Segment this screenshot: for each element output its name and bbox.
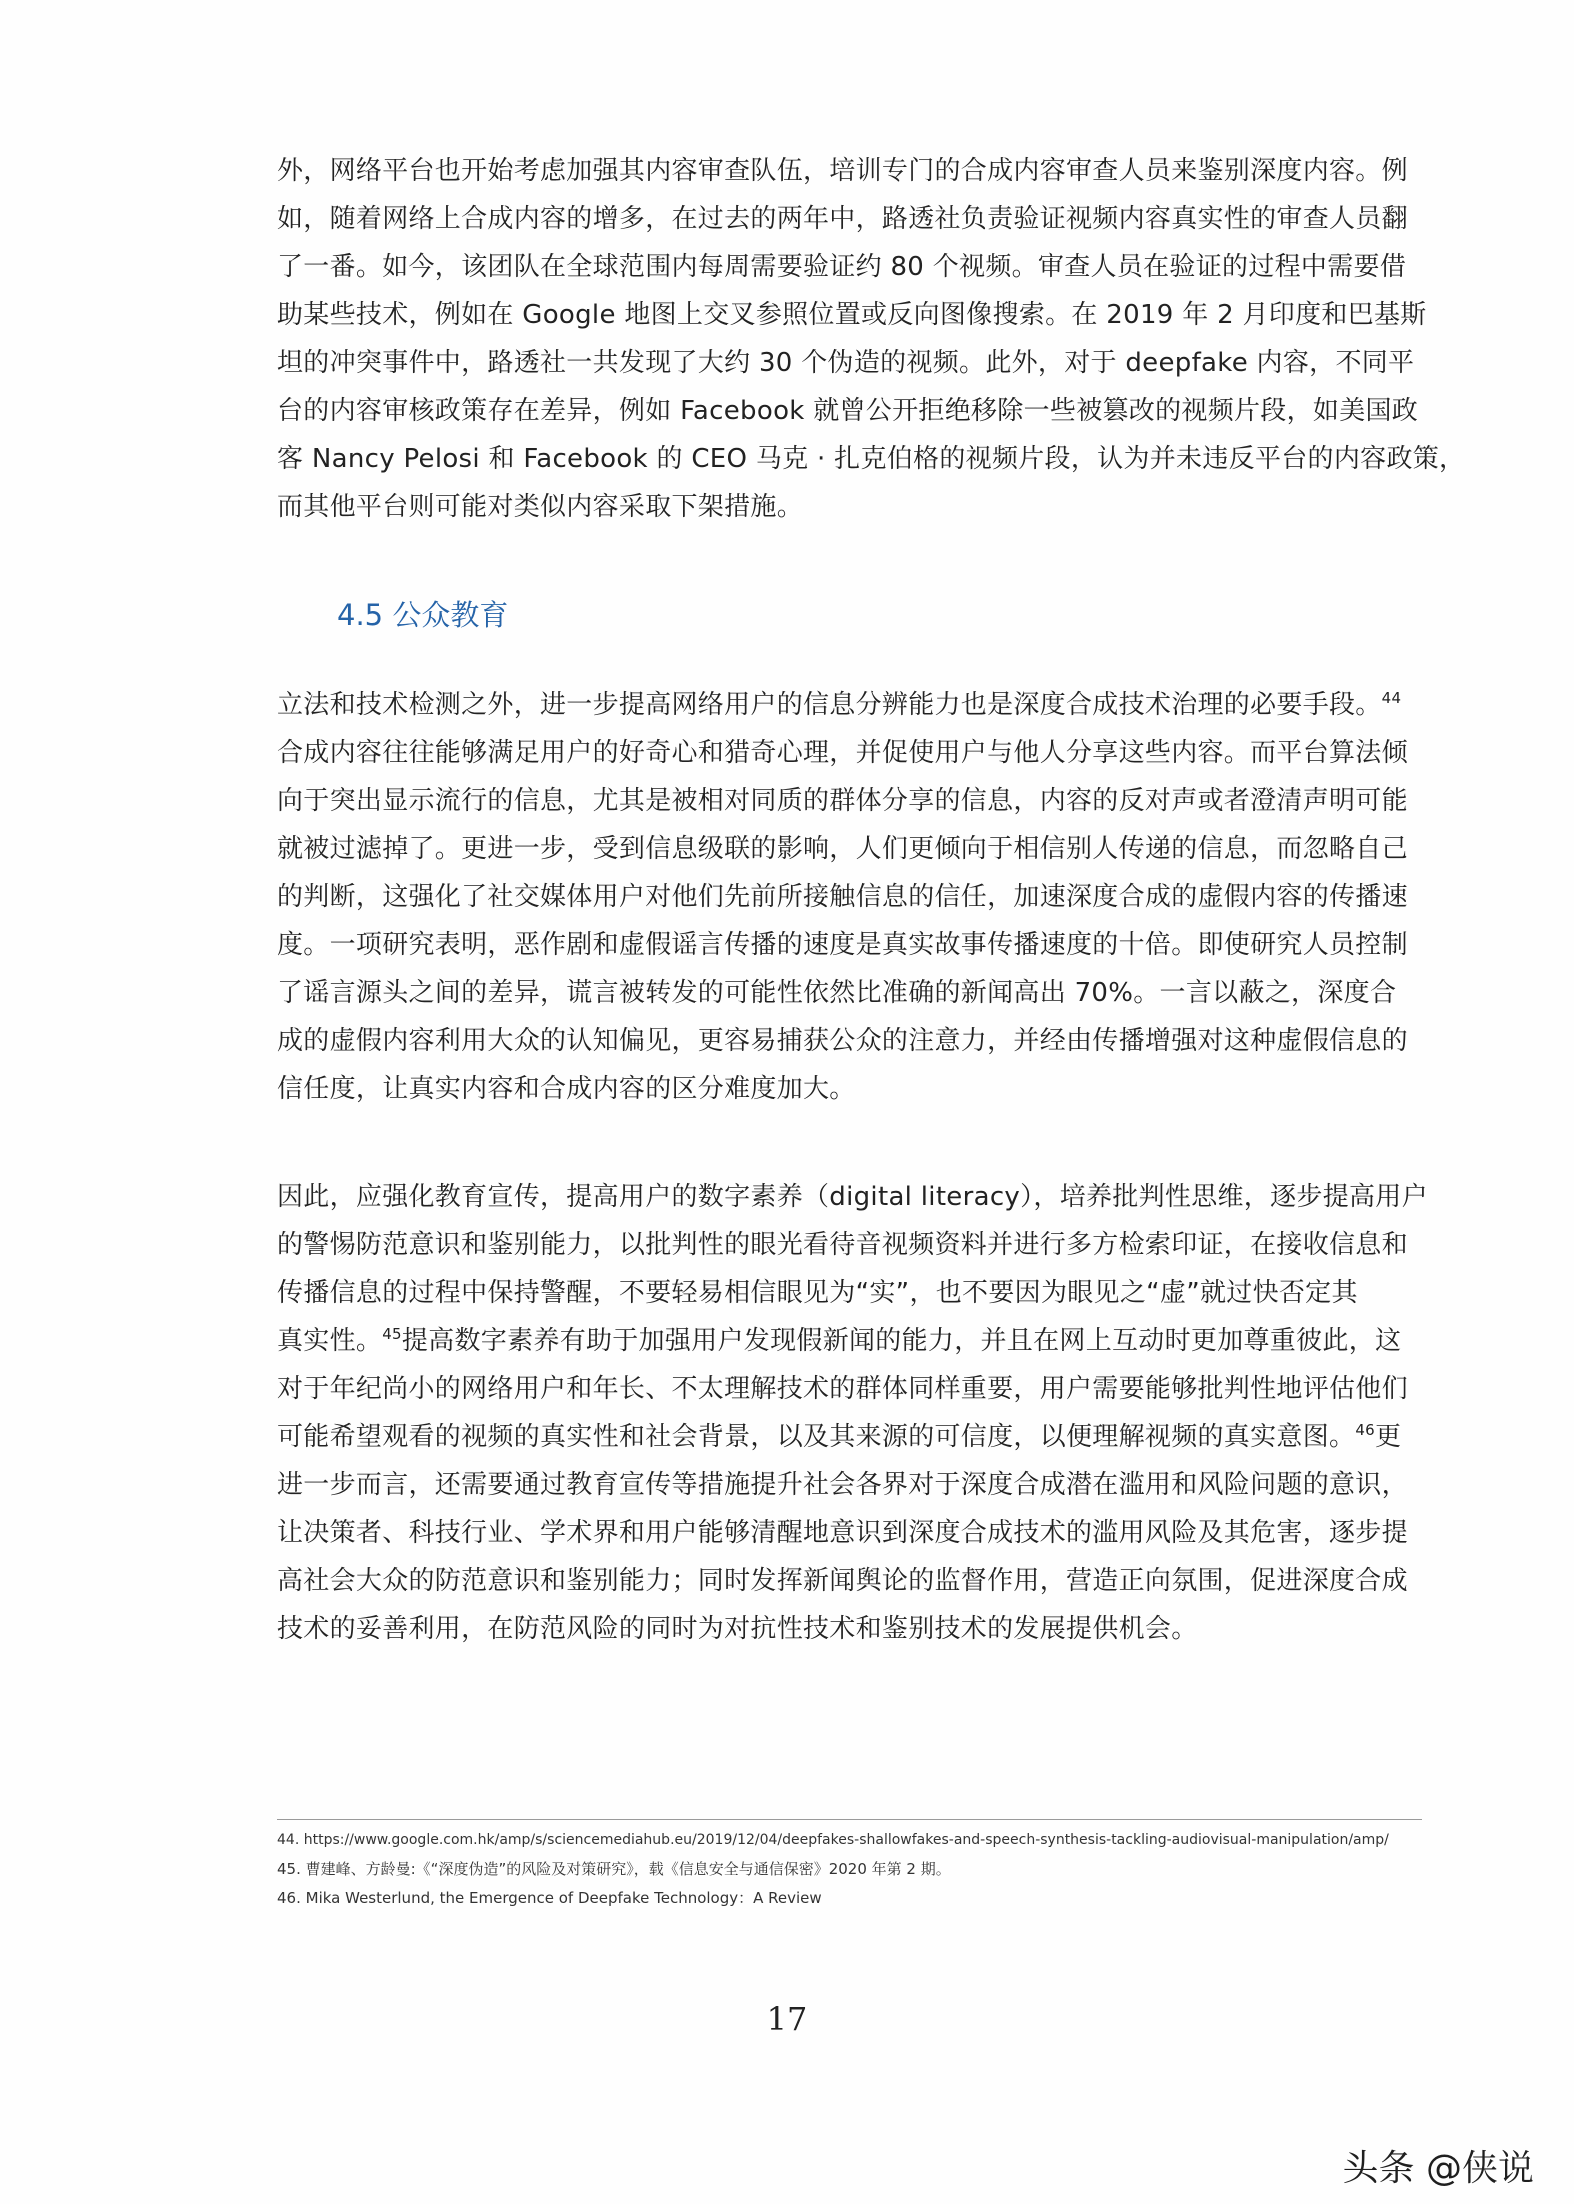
body-text-line: 客 Nancy Pelosi 和 Facebook 的 CEO 马克 · 扎克伯格的视频片段，认为并未违反平台的内容政策， (277, 444, 1466, 474)
body-text-line: 而其他平台则可能对类似内容采取下架措施。 (277, 492, 804, 522)
body-text-line: 如，随着网络上合成内容的增多，在过去的两年中，路透社负责验证视频内容真实性的审查人员翻 (277, 204, 1408, 234)
body-text-line: 传播信息的过程中保持警醒，不要轻易相信眼见为“实”，也不要因为眼见之“虚”就过快否定其 (277, 1278, 1358, 1308)
body-text-line: 台的内容审核政策存在差异，例如 Facebook 就曾公开拒绝移除一些被篡改的视频片段，如美国政 (277, 396, 1419, 426)
footnote-reference[interactable]: 45 (382, 1325, 402, 1343)
body-text: 可能希望观看的视频的真实性和社会背景，以及其来源的可信度，以便理解视频的真实意图。 (277, 1422, 1356, 1452)
body-text-line: 的警惕防范意识和鉴别能力，以批判性的眼光看待音视频资料并进行多方检索印证，在接收信息和 (277, 1230, 1408, 1260)
body-text: 提高数字素养有助于加强用户发现假新闻的能力，并且在网上互动时更加尊重彼此，这 (401, 1326, 1402, 1356)
body-text-line: 度。一项研究表明，恶作剧和虚假谣言传播的速度是真实故事传播速度的十倍。即使研究人员控制 (277, 930, 1408, 960)
footnote-reference[interactable]: 44 (1381, 689, 1402, 707)
body-text-line: 对于年纪尚小的网络用户和年长、不太理解技术的群体同样重要，用户需要能够批判性地评估他们 (277, 1374, 1408, 1404)
body-text-line: 了一番。如今，该团队在全球范围内每周需要验证约 80 个视频。审查人员在验证的过程中需要借 (277, 252, 1407, 282)
body-text-line: 成的虚假内容利用大众的认知偏见，更容易捕获公众的注意力，并经由传播增强对这种虚假信息的 (277, 1026, 1408, 1056)
body-text-line: 技术的妥善利用，在防范风险的同时为对抗性技术和鉴别技术的发展提供机会。 (277, 1614, 1198, 1644)
watermark: 头条 @侠说 (1342, 2148, 1534, 2189)
body-text-line: 助某些技术，例如在 Google 地图上交叉参照位置或反向图像搜索。在 2019 年 2 月印度和巴基斯 (277, 300, 1427, 330)
footnote-divider (277, 1819, 1422, 1820)
body-text-line: 高社会大众的防范意识和鉴别能力；同时发挥新闻舆论的监督作用，营造正向氛围，促进深度合成 (277, 1566, 1408, 1596)
body-text-line: 因此，应强化教育宣传，提高用户的数字素养（digital literacy），培养批判性思维，逐步提高用户 (277, 1182, 1428, 1212)
body-text-line: 让决策者、科技行业、学术界和用户能够清醒地意识到深度合成技术的滥用风险及其危害，逐步提 (277, 1518, 1408, 1548)
body-text-line: 进一步而言，还需要通过教育宣传等措施提升社会各界对于深度合成潜在滥用和风险问题的意识， (277, 1470, 1408, 1500)
footnote-reference[interactable]: 46 (1355, 1421, 1375, 1439)
page-number: 17 (766, 2000, 808, 2038)
body-text-line: 合成内容往往能够满足用户的好奇心和猎奇心理，并促使用户与他人分享这些内容。而平台算法倾 (277, 738, 1408, 768)
body-text-line (277, 1321, 1401, 1361)
body-text: 立法和技术检测之外，进一步提高网络用户的信息分辨能力也是深度合成技术治理的必要手段。 (277, 690, 1382, 720)
body-text-line (277, 685, 1401, 725)
body-text: 更 (1375, 1422, 1402, 1452)
section-heading: 4.5 公众教育 (337, 598, 509, 632)
body-text-line: 坦的冲突事件中，路透社一共发现了大约 30 个伪造的视频。此外，对于 deepfake 内容，不同平 (277, 348, 1415, 378)
body-text-line: 了谣言源头之间的差异，谎言被转发的可能性依然比准确的新闻高出 70%。一言以蔽之，深度合 (277, 978, 1397, 1008)
body-text-line: 外，网络平台也开始考虑加强其内容审查队伍，培训专门的合成内容审查人员来鉴别深度内容。例 (277, 156, 1408, 186)
body-text-line: 信任度，让真实内容和合成内容的区分难度加大。 (277, 1074, 856, 1104)
body-text-line (277, 1417, 1401, 1457)
body-text-line: 就被过滤掉了。更进一步，受到信息级联的影响，人们更倾向于相信别人传递的信息，而忽略自己 (277, 834, 1408, 864)
body-text-line: 向于突出显示流行的信息，尤其是被相对同质的群体分享的信息，内容的反对声或者澄清声明可能 (277, 786, 1408, 816)
footnote-45: 45. 曹建峰、方龄曼:《“深度伪造”的风险及对策研究》，载《信息安全与通信保密》2020 年第 2 期。 (277, 1860, 951, 1878)
body-text-line: 的判断，这强化了社交媒体用户对他们先前所接触信息的信任，加速深度合成的虚假内容的传播速 (277, 882, 1408, 912)
footnote-44[interactable]: 44. https://www.google.com.hk/amp/s/sciencemediahub.eu/2019/12/04/deepfakes-shallowfakes-and-speech-synthesis-tackling-audiovisual-manipulation/amp/ (277, 1832, 1389, 1848)
footnote-46: 46. Mika Westerlund, the Emergence of Deepfake Technology：A Review (277, 1889, 822, 1907)
body-text: 真实性。 (277, 1326, 383, 1356)
